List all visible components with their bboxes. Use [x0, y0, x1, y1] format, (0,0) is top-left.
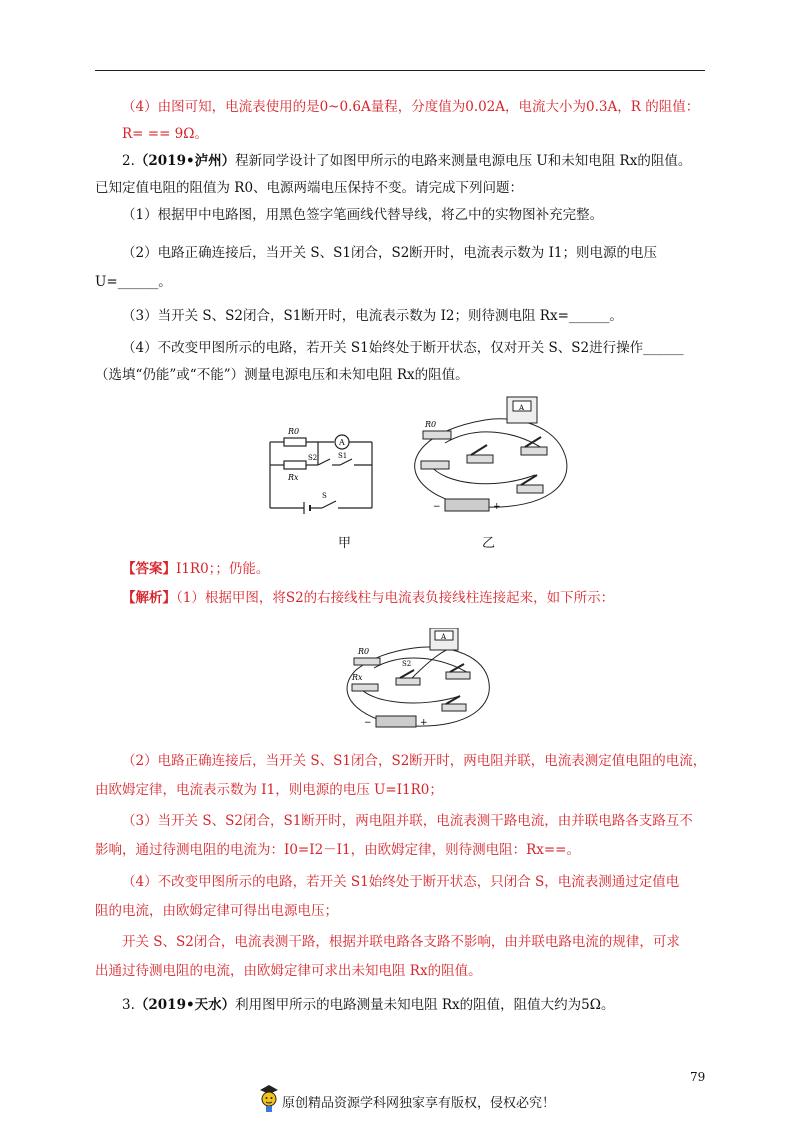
q3-stem	[95, 994, 707, 1017]
apparatus-diagram-yi	[405, 395, 575, 525]
q2-analysis-p2-line2: 由欧姆定律，电流表示数为 I1，则电源的电压 U=I1R0；	[95, 782, 443, 798]
q2-analysis-p1	[95, 587, 707, 610]
answer-switch-s2	[396, 660, 420, 685]
q2-part4-line2: （选填“仍能”或“不能”）测量电源电压和未知电阻 Rx的阻值。	[95, 367, 469, 383]
page-number: 79	[690, 1070, 706, 1084]
q2-part1: （1）根据甲中电路图，用黑色签字笔画线代替导线，将乙中的实物图补充完整。	[122, 207, 604, 223]
q2-analysis-p2-line1: （2）电路正确连接后，当开关 S、S1闭合，S2断开时，两电阻并联，电流表测定值电阻的电流，	[122, 753, 707, 769]
answer-text: I1R0；；仍能。	[176, 561, 270, 577]
label-ammeter: A	[339, 438, 345, 447]
ammeter-apparatus	[507, 397, 537, 423]
answer-ammeter-label: A	[441, 633, 447, 641]
header-rule	[95, 70, 705, 71]
label-s: S	[322, 492, 327, 500]
q2-stem-text1: 程新同学设计了如图甲所示的电路来测量电源电压 U和未知电阻 Rx的阻值。	[235, 153, 692, 169]
answer-battery-plus: +	[420, 718, 428, 728]
q2-analysis-p5-line2: 出通过待测电阻的电流，由欧姆定律可求出未知电阻 Rx的阻值。	[95, 963, 482, 979]
q2-number: 2.	[122, 153, 135, 169]
label-s1: S2	[308, 454, 318, 462]
q2-part3: （3）当开关 S、S2闭合，S1断开时，电流表示数为 I2；则待测电阻 Rx=______。	[122, 308, 623, 324]
q2-stem-line2: 已知定值电阻的阻值为 R0、电源两端电压保持不变。请完成下列问题：	[95, 180, 524, 196]
q2-analysis-p4-line1: （4）不改变甲图所示的电路，若开关 S1始终处于断开状态，只闭合 S，电流表测通过定值电	[122, 874, 680, 890]
circuit-diagram-jia	[262, 420, 382, 530]
q2-analysis-p3-line1: （3）当开关 S、S2闭合，S1断开时，两电阻并联，电流表测干路电流，由并联电路各支路互不	[122, 813, 693, 829]
analysis-tag: 【解析】	[122, 590, 176, 606]
answer-rx-label: Rx	[352, 673, 363, 682]
fig-label-jia: 甲	[338, 536, 352, 551]
label-r0: R0	[288, 427, 300, 436]
answer-r0	[354, 647, 380, 665]
answer-ammeter	[430, 628, 458, 650]
q2-answer	[95, 558, 707, 581]
q2-analysis-p4-line2: 阻的电流，由欧姆定律可得出电源电压；	[95, 903, 338, 919]
q1-part4-line2: R= == 9Ω。	[122, 126, 208, 142]
q2-part4-line1: （4）不改变甲图所示的电路，若开关 S1始终处于断开状态，仅对开关 S、S2进行操作______	[122, 340, 684, 356]
apparatus-ammeter-label: A	[519, 404, 525, 412]
q2-part2-line2: U=______。	[95, 274, 172, 290]
apparatus-r0-label: R0	[425, 420, 437, 429]
label-rx: Rx	[288, 473, 299, 482]
answer-rx	[351, 673, 378, 691]
q3-source: （2019•天水）	[134, 997, 236, 1013]
battery-plus: +	[493, 502, 501, 512]
resistor-r0-apparatus	[423, 420, 451, 439]
switch-s2-apparatus	[467, 445, 493, 463]
q3-stem-text: 利用图甲所示的电路测量未知电阻 Rx的阻值，阻值大约为5Ω。	[235, 997, 615, 1013]
q3-number: 3.	[122, 997, 135, 1013]
fig-label-yi: 乙	[482, 536, 496, 551]
footer-copyright: 原创精品资源学科网独家享有版权，侵权必究！	[282, 1096, 556, 1111]
battery-minus: −	[433, 502, 441, 512]
q2-stem-line1	[95, 150, 707, 173]
answer-tag: 【答案】	[122, 561, 176, 577]
mascot-icon	[258, 1083, 280, 1113]
label-s2: S1	[338, 452, 348, 460]
answer-r0-label: R0	[358, 647, 370, 656]
answer-switch-s1	[446, 664, 470, 679]
q2-source: （2019•泸州）	[134, 153, 236, 169]
q2-analysis-p3-line2: 影响，通过待测电阻的电流为：I0=I2－I1，由欧姆定律，则待测电阻：Rx==。	[95, 842, 580, 858]
q2-analysis-p5-line1: 开关 S、S2闭合，电流表测干路，根据并联电路各支路不影响，由并联电路电流的规律，可求	[122, 934, 680, 950]
switch-s-apparatus	[517, 475, 543, 493]
battery-apparatus	[433, 499, 501, 512]
analysis-p1-text: （1）根据甲图，将S2的右接线柱与电流表负接线柱连接起来，如下所示：	[176, 590, 615, 606]
resistor-rx-apparatus	[421, 461, 449, 469]
answer-s2-label: S2	[402, 660, 412, 668]
answer-battery-minus: −	[364, 718, 372, 728]
q1-part4-line1: （4）由图可知，电流表使用的是0~0.6A量程，分度值为0.02A，电流大小为0.3A，R 的阻值：	[122, 99, 700, 115]
apparatus-diagram-answer	[338, 628, 498, 736]
q2-part2-line1: （2）电路正确连接后，当开关 S、S1闭合，S2断开时，电流表示数为 I1；则电源的电压	[122, 245, 658, 261]
